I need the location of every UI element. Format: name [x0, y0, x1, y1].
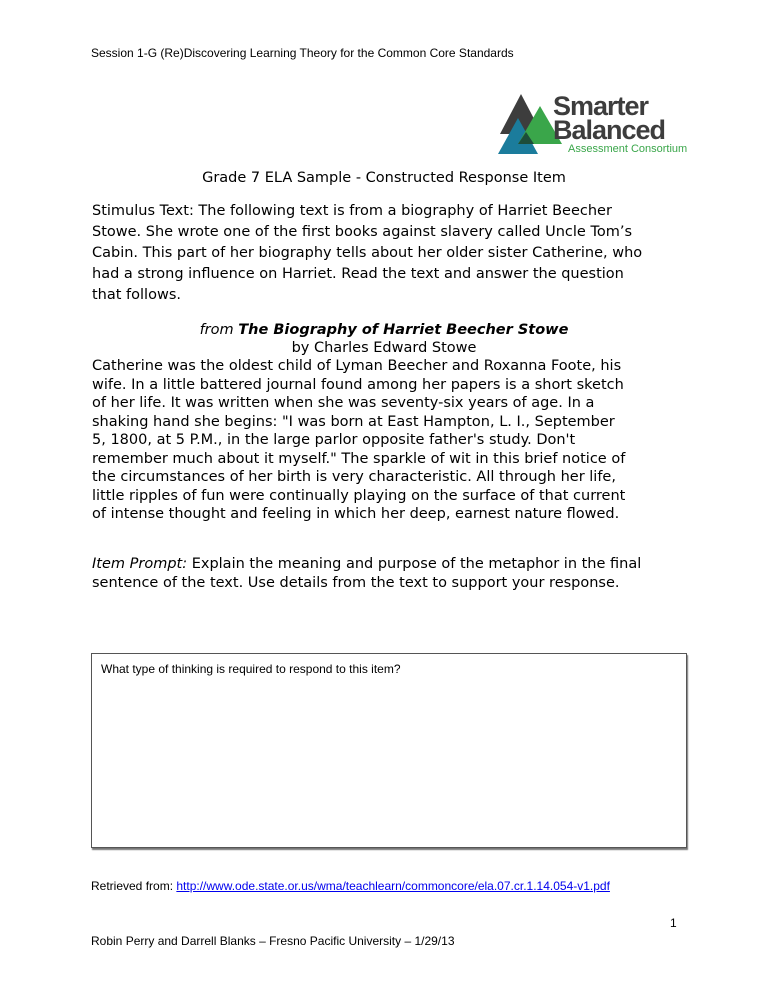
- page-number: 1: [670, 916, 677, 930]
- passage-line: 5, 1800, at 5 P.M., in the large parlor opposite father's study. Don't: [92, 432, 576, 448]
- response-box[interactable]: [91, 653, 687, 848]
- passage-byline: by Charles Edward Stowe: [291, 340, 477, 356]
- prompt-label: Item Prompt:: [92, 556, 188, 572]
- prompt-line: sentence of the text. Use details from the text to support your response.: [92, 574, 620, 591]
- passage-source: [0, 320, 768, 340]
- retrieved-label: Retrieved from:: [91, 879, 177, 893]
- source-link[interactable]: http://www.ode.state.or.us/wma/teachlearn/commoncore/ela.07.cr.1.14.054-v1.pdf: [176, 879, 610, 893]
- smarter-balanced-logo: [498, 88, 700, 154]
- stimulus-line: Stimulus Text: The following text is from a biography of Harriet Beecher: [92, 203, 612, 219]
- passage-line: Catherine was the oldest child of Lyman Beecher and Roxanna Foote, his: [92, 358, 622, 374]
- stimulus-line: that follows.: [92, 287, 181, 303]
- passage-line: shaking hand she begins: "I was born at East Hampton, L. I., September: [92, 413, 615, 430]
- passage-line: wife. In a little battered journal found among her papers is a short sketch: [92, 376, 624, 393]
- retrieved-from: [91, 878, 610, 894]
- passage-line: of her life. It was written when she was seventy-six years of age. In a: [92, 395, 595, 411]
- book-title: The Biography of Harriet Beecher Stowe: [238, 322, 569, 338]
- passage-line: remember much about it myself." The sparkle of wit in this brief notice of: [92, 450, 626, 467]
- page-header: Session 1-G (Re)Discovering Learning Theory for the Common Core Standards: [91, 46, 514, 60]
- passage-line: of intense thought and feeling in which her deep, earnest nature flowed.: [92, 506, 620, 522]
- passage-text: [92, 357, 625, 524]
- stimulus-text: [92, 201, 642, 306]
- item-title: Grade 7 ELA Sample - Constructed Response Item: [202, 170, 566, 186]
- passage-line: little ripples of fun were continually playing on the surface of that current: [92, 487, 626, 504]
- stimulus-line: Cabin. This part of her biography tells about her older sister Catherine, who: [92, 245, 643, 261]
- from-label: from: [199, 322, 239, 338]
- response-box-question: What type of thinking is required to respond to this item?: [101, 662, 401, 676]
- svg-text:Balanced: Balanced: [553, 115, 666, 145]
- passage-line: the circumstances of her birth is very characteristic. All through her life,: [92, 469, 616, 485]
- item-prompt: [92, 555, 641, 592]
- svg-text:Assessment Consortium: Assessment Consortium: [568, 143, 688, 154]
- page-footer: Robin Perry and Darrell Blanks – Fresno Pacific University – 1/29/13: [91, 934, 455, 948]
- prompt-line: Explain the meaning and purpose of the metaphor in the final: [187, 556, 642, 572]
- svg-text:Smarter: Smarter: [553, 91, 649, 121]
- stimulus-line: had a strong influence on Harriet. Read the text and answer the question: [92, 266, 624, 282]
- stimulus-line: Stowe. She wrote one of the first books against slavery called Uncle Tom’s: [92, 224, 633, 240]
